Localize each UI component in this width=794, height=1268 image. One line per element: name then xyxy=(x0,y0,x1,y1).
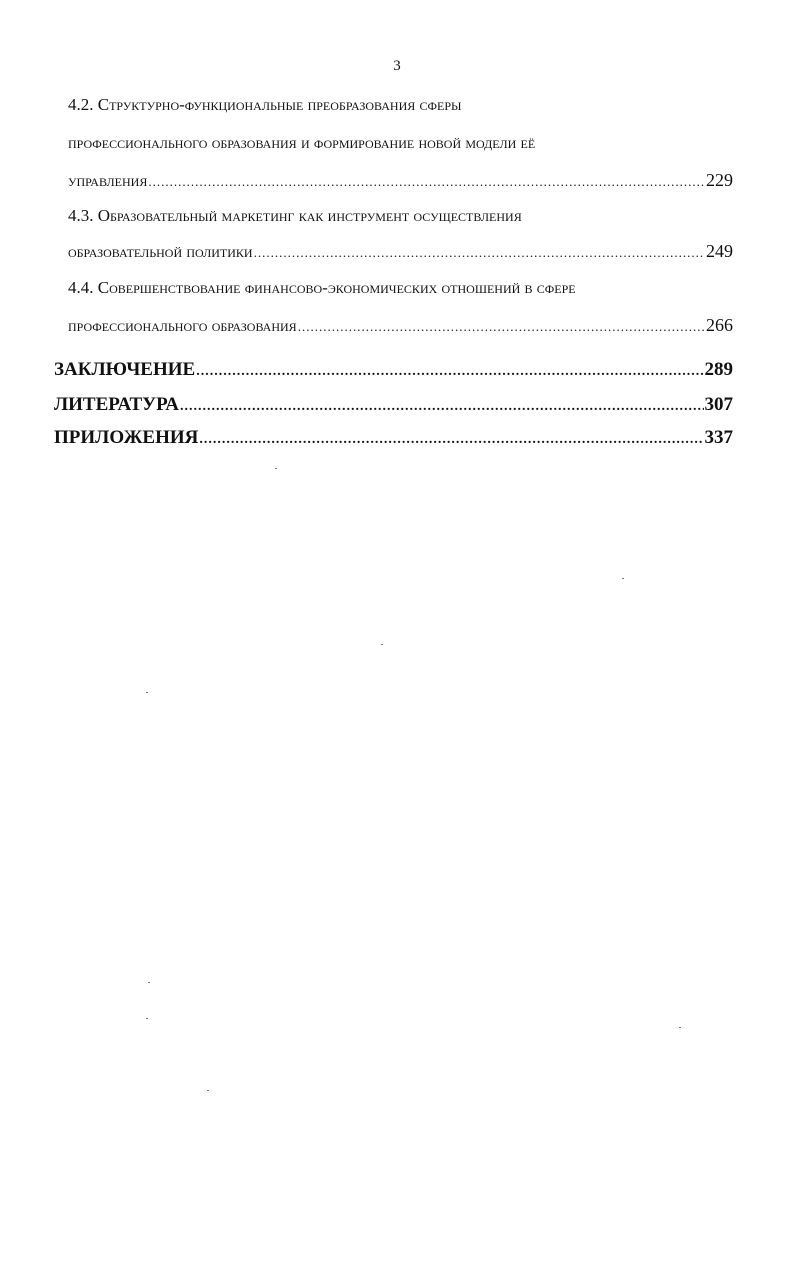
toc-entry-appendices-label: ПРИЛОЖЕНИЯ xyxy=(54,427,199,448)
scan-speck xyxy=(679,1027,681,1028)
scan-speck xyxy=(148,982,150,983)
dot-leader xyxy=(180,396,703,418)
toc-entry-4-2-line-1: 4.2. Структурно-функциональные преобразования сферы xyxy=(68,95,462,114)
toc-entry-4-4-page: 266 xyxy=(706,315,733,335)
dot-leader xyxy=(199,429,703,451)
toc-entry-4-3-line-2[interactable] xyxy=(68,240,733,264)
dot-leader xyxy=(254,242,705,264)
page-number: 3 xyxy=(393,58,401,74)
toc-entry-4-2-text: управления xyxy=(68,171,148,190)
toc-entry-literature[interactable] xyxy=(54,394,733,418)
toc-entry-4-2-line-3[interactable] xyxy=(68,169,733,193)
dot-leader xyxy=(148,171,705,193)
dot-leader xyxy=(196,361,703,383)
toc-entry-4-2-line-2: профессионального образования и формирование новой модели её xyxy=(68,133,536,152)
toc-entry-4-3-line-1: 4.3. Образовательный маркетинг как инструмент осуществления xyxy=(68,206,522,225)
toc-entry-appendices[interactable] xyxy=(54,427,733,451)
scan-speck xyxy=(207,1090,209,1091)
toc-entry-literature-label: ЛИТЕРАТУРА xyxy=(54,394,180,415)
scan-speck xyxy=(146,692,148,693)
toc-entry-literature-page: 307 xyxy=(704,394,733,415)
scan-speck xyxy=(146,1018,148,1019)
toc-entry-conclusion-page: 289 xyxy=(704,359,733,380)
toc-entry-4-3-text: образовательной политики xyxy=(68,242,253,261)
toc-entry-4-4-line-2[interactable] xyxy=(68,314,733,338)
toc-entry-conclusion-label: ЗАКЛЮЧЕНИЕ xyxy=(54,359,196,380)
toc-entry-appendices-page: 337 xyxy=(704,427,733,448)
scan-speck xyxy=(622,578,624,579)
toc-entry-conclusion[interactable] xyxy=(54,359,733,383)
toc-entry-4-4-line-1: 4.4. Совершенствование финансово-экономических отношений в сфере xyxy=(68,278,576,297)
toc-entry-4-2-page: 229 xyxy=(706,170,733,190)
toc-entry-4-3-page: 249 xyxy=(706,241,733,261)
dot-leader xyxy=(298,316,705,338)
scan-speck xyxy=(381,644,383,645)
scan-speck xyxy=(275,468,277,469)
toc-entry-4-4-text: профессионального образования xyxy=(68,316,297,335)
